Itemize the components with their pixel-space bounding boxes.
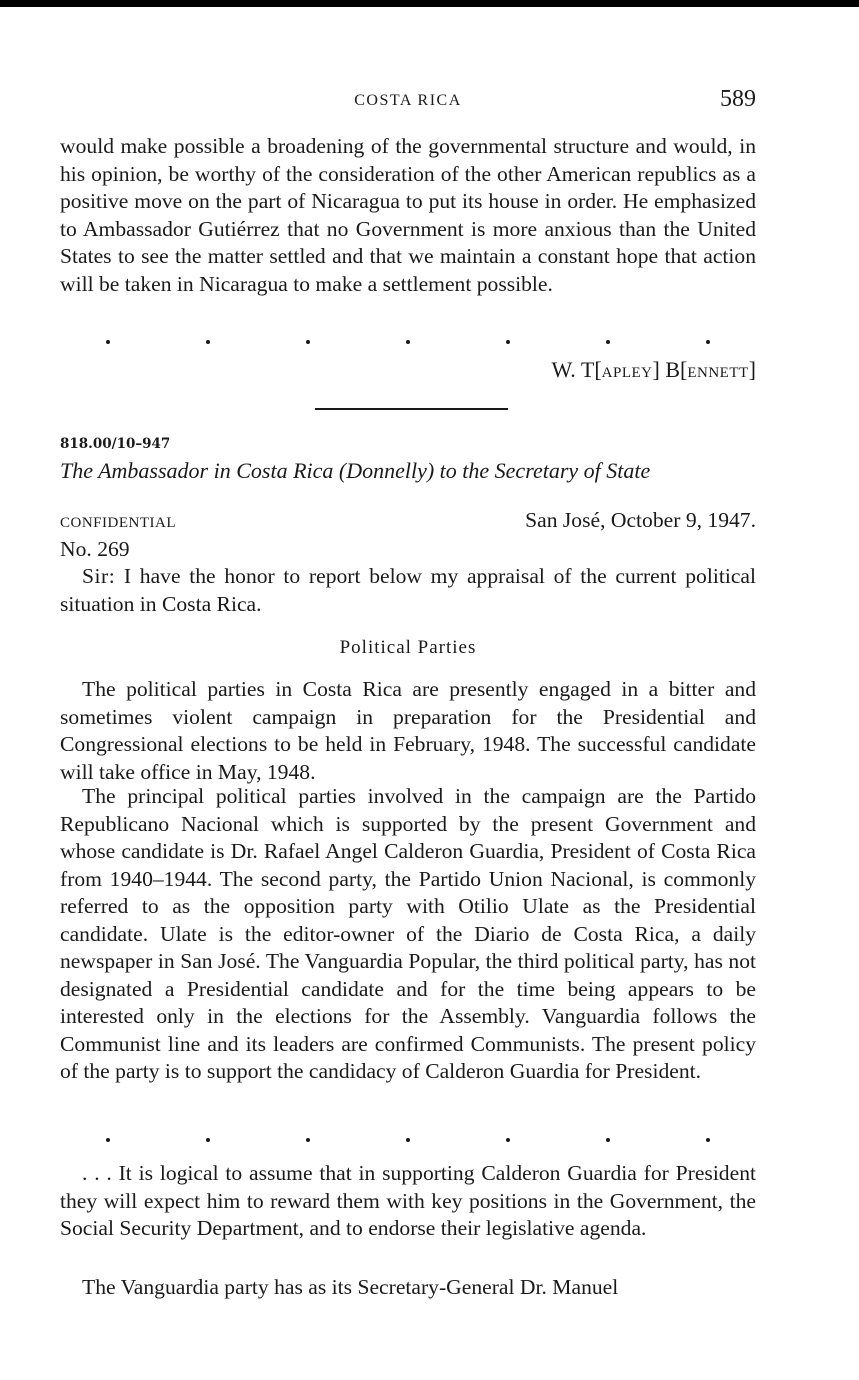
page-header (60, 86, 756, 116)
dot (106, 340, 110, 344)
signature (552, 357, 756, 383)
dot (106, 1138, 110, 1142)
signature-end: ] (748, 357, 756, 382)
dot (506, 340, 510, 344)
file-number: 818.00/10–947 (60, 436, 171, 452)
running-head: COSTA RICA (354, 92, 462, 109)
dot (306, 340, 310, 344)
paragraph-3: . . . It is logical to assume that in supporting Calderon Guardia for President they will expect him to reward them with key positions in the Government, the Social Security Department, and to endorse their legislative agenda. (60, 1161, 756, 1240)
page-number: 589 (720, 86, 756, 112)
dot (706, 340, 710, 344)
dot (406, 1138, 410, 1142)
ellipsis-dots-top (60, 340, 756, 350)
salutation: Sir: (82, 564, 116, 588)
top-border (0, 0, 859, 7)
dot (206, 340, 210, 344)
section-divider (315, 408, 508, 410)
document-number: No. 269 (60, 537, 130, 561)
ellipsis-dots-bottom (60, 1138, 756, 1148)
opening-paragraph (60, 563, 756, 618)
dot (206, 1138, 210, 1142)
paragraph-4: The Vanguardia party has as its Secretary-General Dr. Manuel (82, 1275, 619, 1299)
place-date: San José, October 9, 1947. (525, 508, 756, 532)
dot (706, 1138, 710, 1142)
continuation-paragraph: would make possible a broadening of the governmental structure and would, in his opinion, be worthy of the consideration of the other American republics as a positive move on the part of Nicaragua to put its house in order. He emphasized to Ambassador Gutiérrez that no Government is more anxious than the United States to see the matter settled and that we maintain a constant hope that action will be taken in Nicaragua to make a settlement possible. (60, 134, 756, 296)
opening-text: I have the honor to report below my appraisal of the current political situation in Costa Rica. (60, 564, 756, 616)
dot (406, 340, 410, 344)
document-title: The Ambassador in Costa Rica (Donnelly) to the Secretary of State (60, 458, 651, 483)
classification: CONFIDENTIAL (60, 515, 176, 531)
dot (606, 1138, 610, 1142)
dot (306, 1138, 310, 1142)
dot (506, 1138, 510, 1142)
signature-last-name: ENNETT (687, 365, 749, 381)
signature-bracket: ] B[ (652, 357, 688, 382)
signature-initial: W. T[ (551, 357, 602, 382)
dot (606, 340, 610, 344)
paragraph-2: The principal political parties involved in the campaign are the Partido Republicano Nacional which is supported by the present Government and whose candidate is Dr. Rafael Angel Calderon Guardia, President of Costa Rica from 1940–1944. The second party, the Partido Union Nacional, is commonly referred to as the opposition party with Otilio Ulate as the Presidential candidate. Ulate is the editor-owner of the Diario de Costa Rica, a daily newspaper in San José. The Vanguardia Popular, the third political party, has not designated a Presidential candidate and for the time being appears to be interested only in the elections for the Assembly. Vanguardia follows the Communist line and its leaders are confirmed Communists. The present policy of the party is to support the candidacy of Calderon Guardia for President. (60, 784, 756, 1083)
signature-first-name: APLEY (601, 365, 653, 381)
paragraph-1: The political parties in Costa Rica are presently engaged in a bitter and sometimes violent campaign in preparation for the Presidential and Congressional elections to be held in February, 1948. The successful candidate will take office in May, 1948. (60, 677, 756, 784)
section-heading: Political Parties (339, 637, 477, 658)
